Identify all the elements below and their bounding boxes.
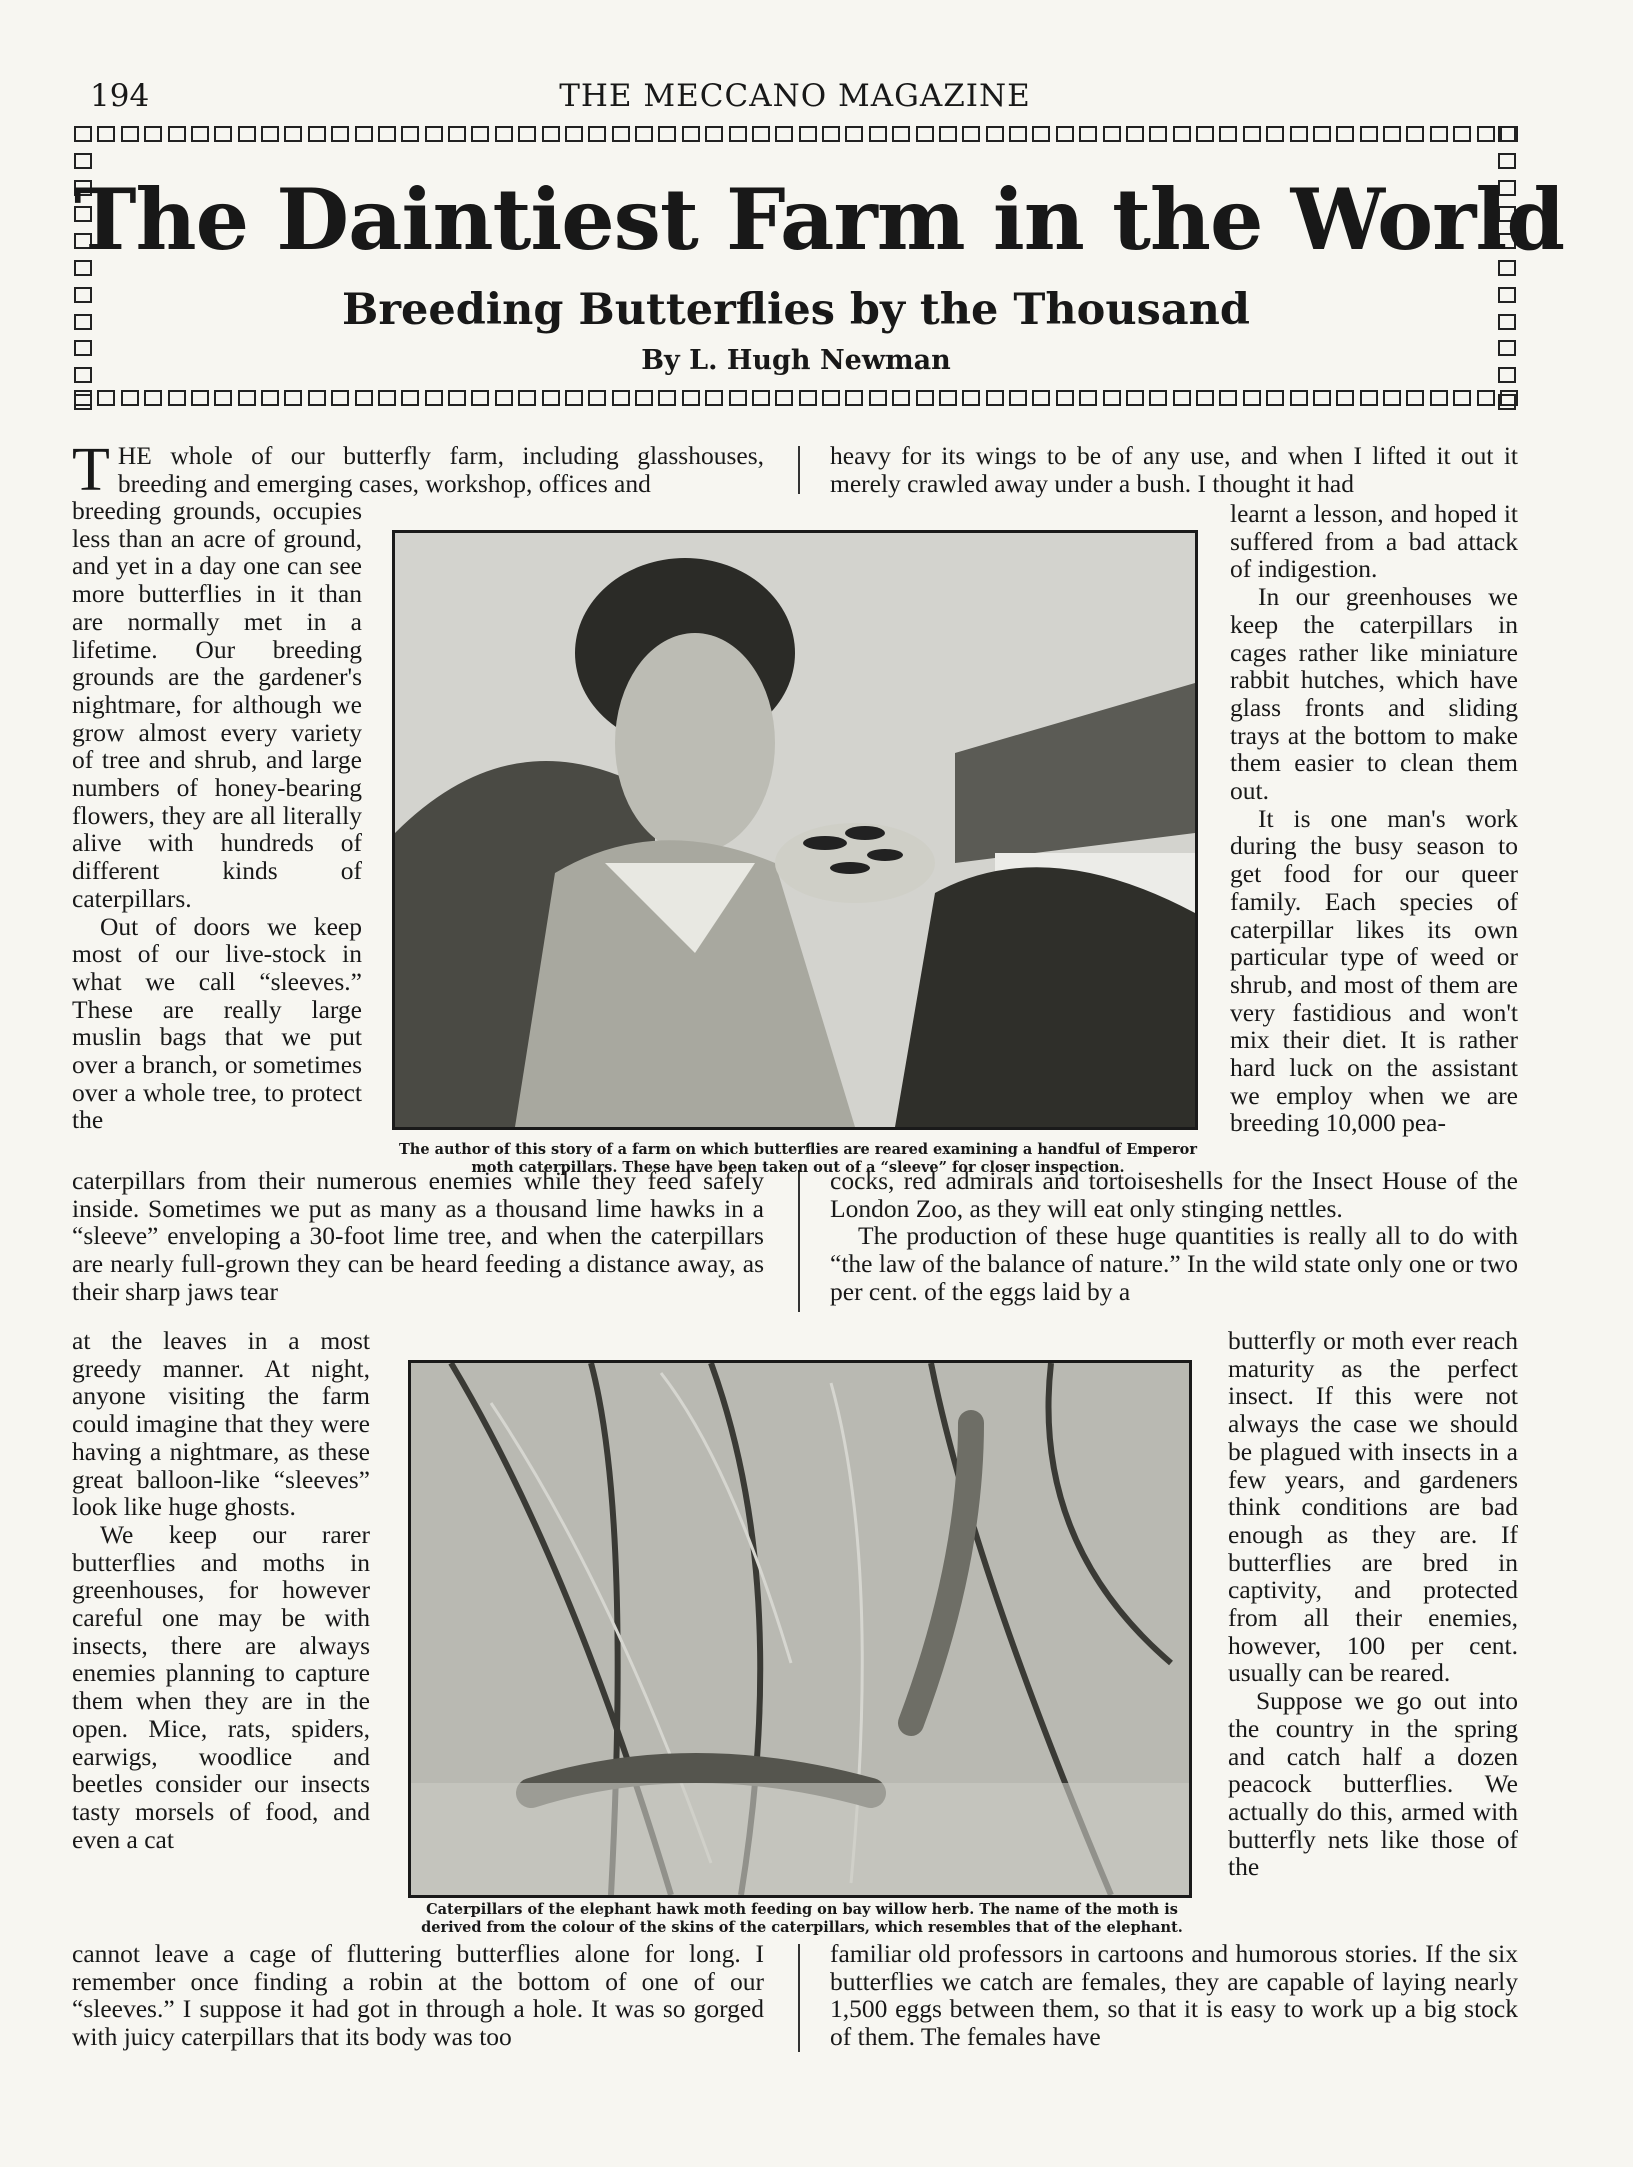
frame-square: [1290, 126, 1308, 142]
frame-square: [355, 390, 373, 406]
frame-square: [962, 390, 980, 406]
frame-square: [1032, 126, 1050, 142]
frame-square: [1103, 126, 1121, 142]
frame-square: [752, 390, 770, 406]
frame-square: [425, 126, 443, 142]
frame-square: [565, 126, 583, 142]
frame-square: [1149, 390, 1167, 406]
frame-square: [1360, 390, 1378, 406]
photo-elephant-hawk-caterpillars: [408, 1360, 1192, 1898]
frame-square: [658, 390, 676, 406]
frame-square: [775, 390, 793, 406]
frame-square: [284, 126, 302, 142]
frame-square: [1313, 390, 1331, 406]
frame-square: [775, 126, 793, 142]
frame-square: [1336, 126, 1354, 142]
frame-square: [845, 126, 863, 142]
frame-square: [1009, 126, 1027, 142]
frame-square: [121, 126, 139, 142]
photo2-caption: Caterpillars of the elephant hawk moth feeding on bay willow herb. The name of the moth is derived from the colour of the skins of the caterpillars, which resembles that of the elephant.: [421, 1901, 1183, 1936]
frame-square: [1219, 390, 1237, 406]
column-rule: [798, 1944, 800, 2052]
frame-square: [658, 126, 676, 142]
frame-square: [308, 126, 326, 142]
frame-square: [869, 390, 887, 406]
frame-square: [261, 126, 279, 142]
frame-square: [144, 390, 162, 406]
frame-square: [1290, 390, 1308, 406]
frame-square: [1056, 126, 1074, 142]
frame-square: [588, 126, 606, 142]
frame-square: [916, 390, 934, 406]
paragraph-robin: cannot leave a cage of fluttering butterflies alone for long. I remember once finding a robin at the bottom of one of our “sleeves.” I suppose it had got in through a hole. It was so gorged with juicy caterpillars that its body was too: [72, 1939, 764, 2052]
frame-square: [916, 126, 934, 142]
frame-square: [799, 126, 817, 142]
frame-square: [425, 390, 443, 406]
frame-square: [1430, 126, 1448, 142]
frame-square: [845, 390, 863, 406]
frame-square: [1219, 126, 1237, 142]
frame-square: [1196, 126, 1214, 142]
frame-square: [1430, 390, 1448, 406]
frame-square: [331, 390, 349, 406]
paragraph-sleeves: caterpillars from their numerous enemies while they feed safely inside. Sometimes we put as many as a thousand lime hawks in a “sleeve” enveloping a 30-foot lime tree, and when the caterpillars are nearly full-grown they can be heard feeding a distance away, as their sharp jaws tear: [72, 1166, 764, 1306]
column-rule: [798, 1170, 800, 1312]
frame-top-border: [74, 126, 1518, 146]
frame-square: [1360, 126, 1378, 142]
frame-square: [705, 126, 723, 142]
frame-square: [1498, 153, 1516, 169]
frame-square: [471, 126, 489, 142]
drop-cap: T: [72, 436, 110, 504]
frame-square: [705, 390, 723, 406]
frame-square: [1453, 126, 1471, 142]
frame-square: [1243, 126, 1261, 142]
frame-square: [1266, 390, 1284, 406]
frame-square: [1498, 126, 1516, 142]
running-head: THE MECCANO MAGAZINE: [559, 78, 1031, 114]
frame-square: [939, 126, 957, 142]
frame-square: [97, 126, 115, 142]
frame-square: [168, 390, 186, 406]
frame-square: [869, 126, 887, 142]
paragraph-intro: THE whole of our butterfly farm, including glasshouses, breeding and emerging cases, workshop, offices and: [72, 436, 764, 504]
frame-square: [495, 390, 513, 406]
frame-square: [729, 390, 747, 406]
frame-square: [144, 126, 162, 142]
frame-square: [1173, 126, 1191, 142]
photo-author-with-caterpillars: [392, 530, 1198, 1130]
frame-square: [682, 390, 700, 406]
frame-square: [518, 126, 536, 142]
paragraph-greenhouses: at the leaves in a most greedy manner. At night, anyone visiting the farm could imagine that they were having a nightmare, as these great balloon-like “sleeves” look like huge ghosts. We keep our rarer butterflies and moths in greenhouses, for however careful one may be with insects, there are always enemies planning to capture them when they are in the open. Mice, rats, spiders, earwigs, woodlice and beetles consider our insects tasty morsels of food, and even a cat: [72, 1326, 370, 1854]
photo1-caption: The author of this story of a farm on which butterflies are reared examining a handful of Emperor moth caterpillars. These have been taken out of a “sleeve” for closer inspection.: [399, 1141, 1197, 1176]
frame-square: [752, 126, 770, 142]
frame-square: [799, 390, 817, 406]
frame-square: [1079, 126, 1097, 142]
frame-square: [238, 126, 256, 142]
frame-square: [1477, 390, 1495, 406]
frame-square: [986, 390, 1004, 406]
frame-square: [308, 390, 326, 406]
frame-square: [1406, 126, 1424, 142]
frame-square: [1383, 126, 1401, 142]
frame-square: [355, 126, 373, 142]
frame-square: [1498, 394, 1516, 410]
frame-square: [1126, 126, 1144, 142]
frame-square: [74, 153, 92, 169]
frame-square: [518, 390, 536, 406]
frame-square: [1103, 390, 1121, 406]
frame-square: [74, 394, 92, 410]
frame-square: [588, 390, 606, 406]
frame-bottom-border: [74, 390, 1518, 410]
frame-square: [284, 390, 302, 406]
frame-square: [448, 126, 466, 142]
frame-square: [962, 126, 980, 142]
paragraph-cages: learnt a lesson, and hoped it suffered from a bad attack of indigestion. In our greenhouses we keep the caterpillars in cages rather like miniature rabbit hutches, which have glass fronts and sliding trays at the bottom to make them easier to clean them out. It is one man's work during the busy season to get food for our queer family. Each species of caterpillar likes its own particular type of weed or shrub, and most of them are very fastidious and won't mix their diet. It is rather hard luck on the assistant we employ when we are breeding 10,000 pea-: [1230, 499, 1518, 1138]
photo-caterpillars-image: [411, 1363, 1189, 1895]
column-rule: [798, 446, 800, 494]
frame-square: [1313, 126, 1331, 142]
article-title: The Daintiest Farm in the World: [74, 170, 1565, 269]
frame-square: [378, 390, 396, 406]
frame-square: [1477, 126, 1495, 142]
frame-square: [401, 126, 419, 142]
frame-square: [1126, 390, 1144, 406]
frame-square: [892, 126, 910, 142]
frame-square: [1406, 390, 1424, 406]
frame-square: [238, 390, 256, 406]
frame-square: [822, 126, 840, 142]
frame-square: [892, 390, 910, 406]
frame-square: [1336, 390, 1354, 406]
paragraph-robin-cont: heavy for its wings to be of any use, and when I lifted it out it merely crawled away under a bush. I thought it had: [830, 441, 1518, 498]
frame-square: [331, 126, 349, 142]
frame-square: [1032, 390, 1050, 406]
frame-square: [822, 390, 840, 406]
frame-square: [939, 390, 957, 406]
frame-square: [401, 390, 419, 406]
frame-square: [191, 390, 209, 406]
frame-square: [495, 126, 513, 142]
article-byline: By L. Hugh Newman: [641, 345, 951, 376]
frame-square: [635, 126, 653, 142]
frame-square: [261, 390, 279, 406]
paragraph-balance: cocks, red admirals and tortoiseshells for the Insect House of the London Zoo, as they will eat only stinging nettles. The production of these huge quantities is really all to do with “the law of the balance of nature.” In the wild state only one or two per cent. of the eggs laid by a: [830, 1166, 1518, 1306]
paragraph-intro-cont: breeding grounds, occupies less than an acre of ground, and yet in a day one can see more butterflies in it than are normally met in a lifetime. Our breeding grounds are the gardener's nightmare, for although we grow almost every variety of tree and shrub, and large numbers of honey-bearing flowers, they are all literally alive with hundreds of different kinds of caterpillars. Out of doors we keep most of our live-stock in what we call “sleeves.” These are really large muslin bags that we put over a branch, or sometimes over a whole tree, to protect the: [72, 496, 362, 1135]
frame-square: [1173, 390, 1191, 406]
frame-square: [635, 390, 653, 406]
frame-square: [1266, 126, 1284, 142]
photo-author-image: [395, 533, 1195, 1127]
paragraph-eggs: familiar old professors in cartoons and humorous stories. If the six butterflies we catch are females, they are capable of laying nearly 1,500 eggs between them, so that it is easy to work up a big stock of them. The females have: [830, 1939, 1518, 2052]
article-subtitle: Breeding Butterflies by the Thousand: [342, 285, 1250, 335]
frame-square: [1009, 390, 1027, 406]
frame-square: [214, 390, 232, 406]
frame-square: [168, 126, 186, 142]
frame-square: [1243, 390, 1261, 406]
paragraph-maturity: butterfly or moth ever reach maturity as the perfect insect. If this were not always the case we should be plagued with insects in a few years, and gardeners think conditions are bad enough as they are. If butterflies are bred in captivity, and protected from all their enemies, however, 100 per cent. usually can be reared. Suppose we go out into the country in the spring and catch half a dozen peacock butterflies. We actually do this, armed with butterfly nets like those of the: [1228, 1326, 1518, 1882]
frame-square: [612, 126, 630, 142]
frame-square: [471, 390, 489, 406]
frame-square: [1453, 390, 1471, 406]
frame-square: [1079, 390, 1097, 406]
frame-square: [565, 390, 583, 406]
frame-square: [1383, 390, 1401, 406]
frame-square: [1149, 126, 1167, 142]
frame-square: [378, 126, 396, 142]
frame-square: [191, 126, 209, 142]
frame-square: [1056, 390, 1074, 406]
frame-square: [729, 126, 747, 142]
frame-square: [542, 126, 560, 142]
frame-square: [986, 126, 1004, 142]
frame-square: [214, 126, 232, 142]
frame-square: [682, 126, 700, 142]
frame-square: [74, 126, 92, 142]
frame-square: [612, 390, 630, 406]
frame-square: [448, 390, 466, 406]
frame-square: [1196, 390, 1214, 406]
frame-square: [121, 390, 139, 406]
frame-square: [542, 390, 560, 406]
page-number: 194: [90, 78, 150, 114]
frame-square: [97, 390, 115, 406]
